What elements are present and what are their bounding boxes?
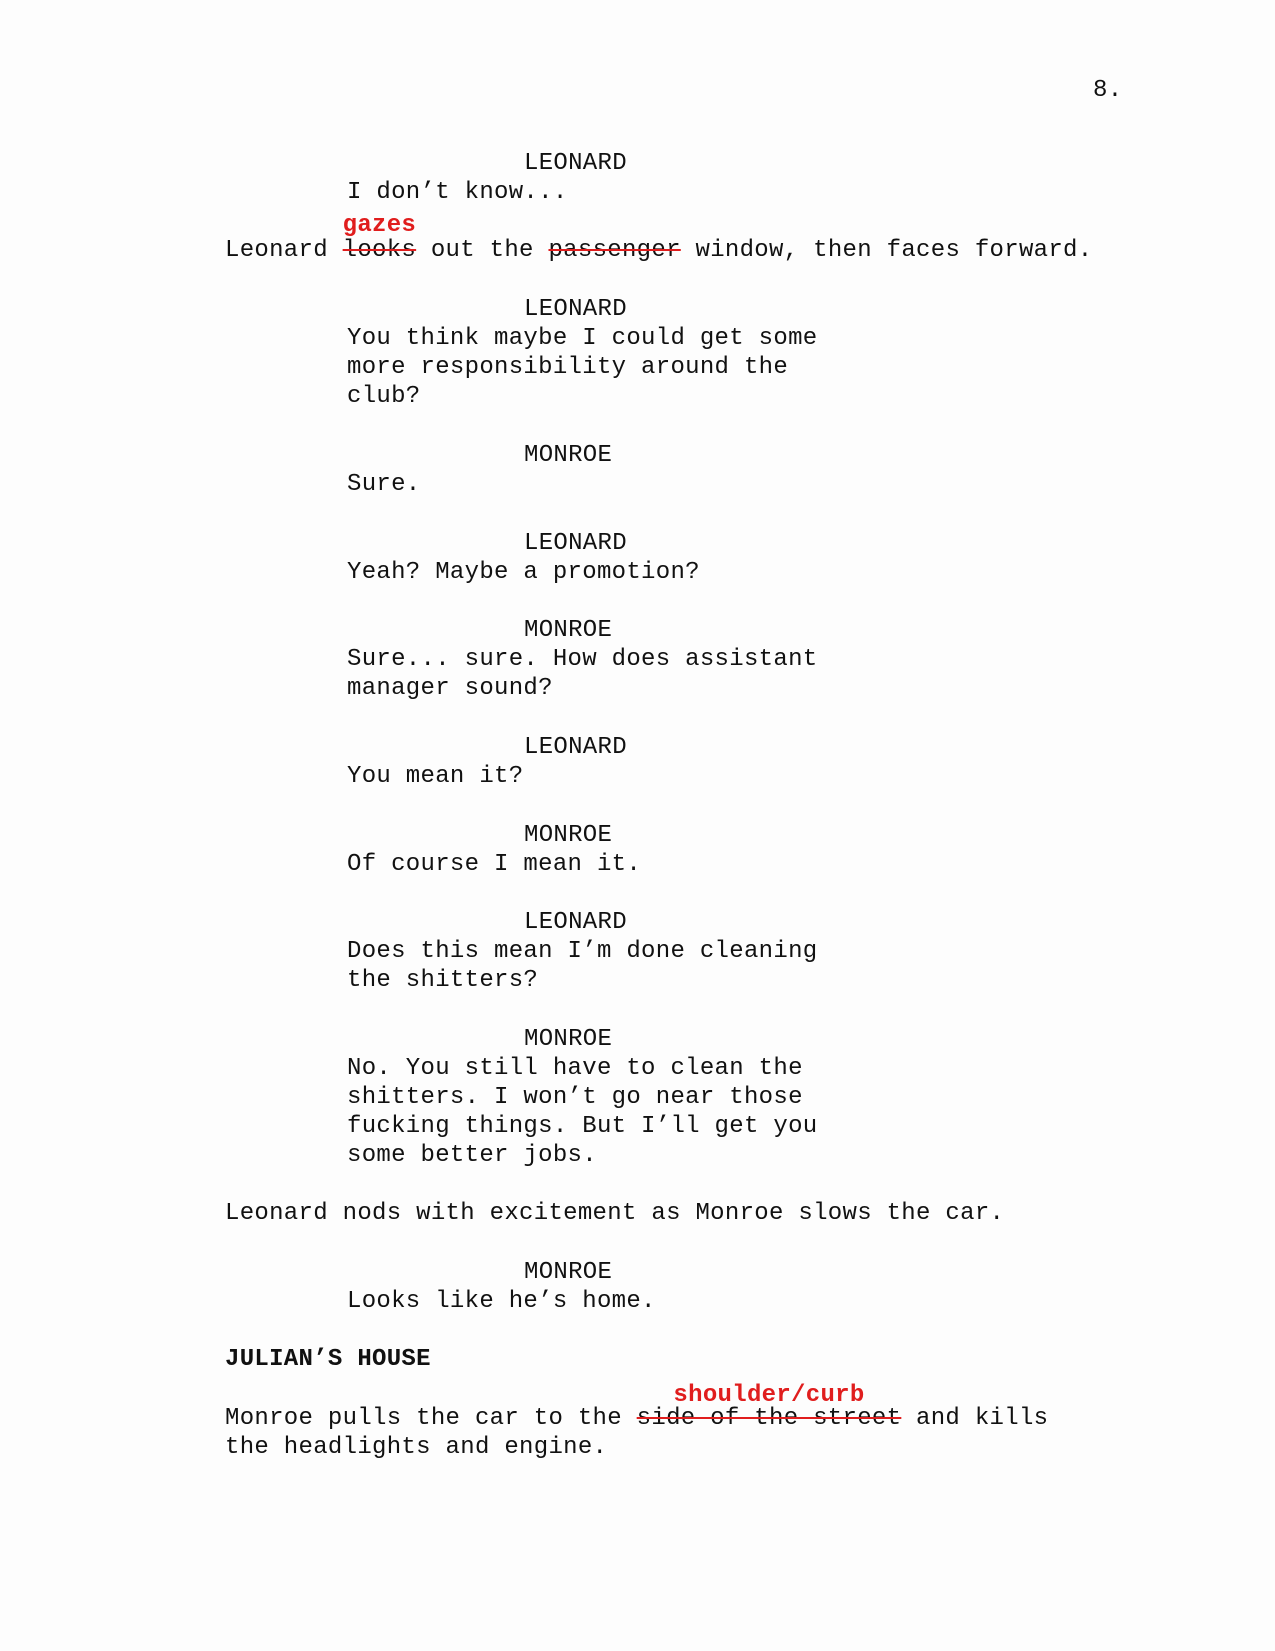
action-text: Leonard bbox=[225, 237, 343, 264]
dialogue-line: You think maybe I could get some bbox=[347, 325, 818, 352]
action-line: Leonard nods with excitement as Monroe slows the car. bbox=[225, 1200, 1005, 1227]
action-text: Monroe pulls the car to the bbox=[225, 1405, 637, 1432]
action-text: and kills bbox=[901, 1405, 1049, 1432]
action-line bbox=[225, 1382, 1049, 1433]
dialogue-line: more responsibility around the bbox=[347, 354, 789, 381]
character-cue: MONROE bbox=[524, 442, 613, 469]
dialogue-line: Yeah? Maybe a promotion? bbox=[347, 559, 700, 586]
dialogue-line: No. You still have to clean the bbox=[347, 1055, 803, 1082]
page-number: 8. bbox=[1093, 77, 1123, 104]
revision-edit bbox=[342, 212, 417, 265]
inserted-text: gazes bbox=[342, 212, 417, 239]
action-line: the headlights and engine. bbox=[225, 1434, 608, 1461]
dialogue-line: Of course I mean it. bbox=[347, 851, 642, 878]
action-text: out the bbox=[416, 237, 549, 264]
dialogue-line: You mean it? bbox=[347, 763, 524, 790]
dialogue-line: Looks like he’s home. bbox=[347, 1288, 656, 1315]
dialogue-line: some better jobs. bbox=[347, 1142, 597, 1169]
character-cue: MONROE bbox=[524, 822, 613, 849]
dialogue-line: Sure. bbox=[347, 471, 421, 498]
struck-text: side of the street bbox=[636, 1405, 902, 1432]
character-cue: LEONARD bbox=[524, 530, 627, 557]
dialogue-line: I don’t know... bbox=[347, 179, 568, 206]
character-cue: LEONARD bbox=[524, 734, 627, 761]
revision-edit bbox=[636, 1382, 902, 1433]
dialogue-line: Does this mean I’m done cleaning bbox=[347, 938, 818, 965]
inserted-text: shoulder/curb bbox=[673, 1382, 865, 1409]
character-cue: MONROE bbox=[524, 617, 613, 644]
scene-heading: JULIAN’S HOUSE bbox=[225, 1346, 431, 1373]
character-cue: MONROE bbox=[524, 1259, 613, 1286]
dialogue-line: shitters. I won’t go near those bbox=[347, 1084, 803, 1111]
action-line bbox=[225, 212, 1093, 265]
dialogue-line: Sure... sure. How does assistant bbox=[347, 646, 818, 673]
action-text: window, then faces forward. bbox=[680, 237, 1093, 264]
dialogue-line: fucking things. But I’ll get you bbox=[347, 1113, 818, 1140]
character-cue: LEONARD bbox=[524, 909, 627, 936]
dialogue-line: club? bbox=[347, 383, 421, 410]
character-cue: LEONARD bbox=[524, 296, 627, 323]
struck-text: looks bbox=[342, 237, 417, 264]
dialogue-line: manager sound? bbox=[347, 675, 553, 702]
struck-text: passenger bbox=[548, 237, 681, 264]
character-cue: LEONARD bbox=[524, 150, 627, 177]
dialogue-line: the shitters? bbox=[347, 967, 539, 994]
character-cue: MONROE bbox=[524, 1026, 613, 1053]
